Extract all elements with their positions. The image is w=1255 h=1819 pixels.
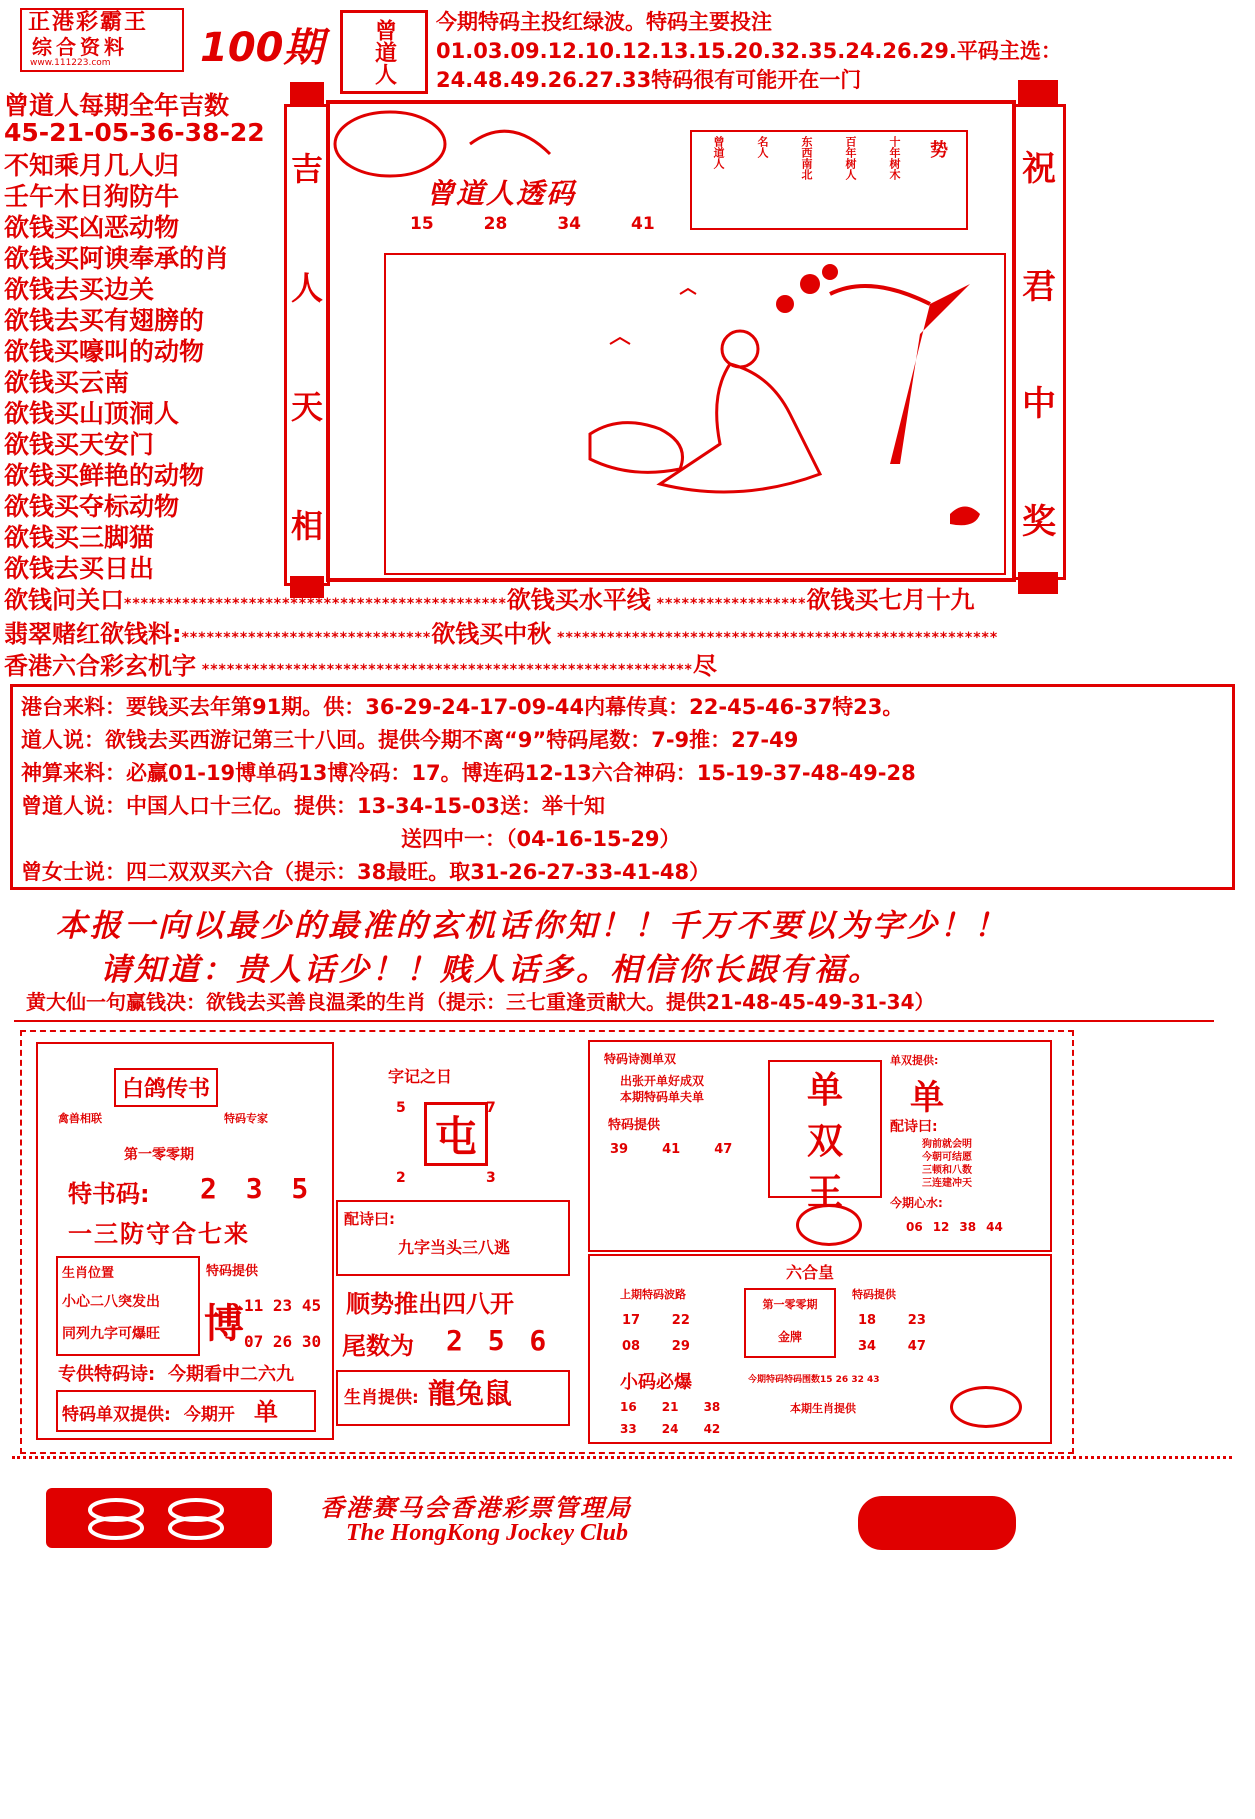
- special-code-nums: 2 3 5: [200, 1172, 315, 1205]
- poem-col: 百年树人: [844, 136, 857, 180]
- rt-heart-label: 今期心水:: [890, 1196, 943, 1210]
- painting-caption: 曾道人透码: [426, 177, 577, 210]
- rt-heart-num: 38: [959, 1220, 977, 1234]
- footer-logo-left: [46, 1488, 272, 1548]
- star-line-label: 翡翠赌红欲钱料:: [4, 620, 182, 648]
- star-line-a: 欲钱买水平线: [506, 586, 651, 614]
- rt-heart-num: 12: [932, 1220, 950, 1234]
- scroll-left-char: 人: [290, 268, 323, 307]
- tail-nums: 2 5 6: [446, 1324, 551, 1357]
- footer-en: The HongKong Jockey Club: [346, 1520, 629, 1546]
- slogan-1: 本报一向以最少的最准的玄机话你知！！千万不要以为字少！！: [56, 908, 1008, 944]
- double-box: [56, 1390, 316, 1432]
- star-line: 香港六合彩玄机字 ***********************************************************尽: [4, 652, 717, 680]
- info-line: 港台来料：要钱买去年第91期。供：36-29-24-17-09-44内幕传真：22-45-46-37特23。: [21, 695, 904, 719]
- rb-special-nums: [858, 1308, 958, 1360]
- give-nums: [244, 1288, 330, 1360]
- issue-number: 100期: [200, 25, 324, 71]
- riddle-line: 欲钱买山顶洞人: [4, 399, 180, 428]
- painting-frame: [326, 100, 1016, 582]
- special-code-label: 特书码:: [68, 1180, 150, 1208]
- footer-logo-right: [858, 1496, 1016, 1550]
- rt-heart-num: 44: [986, 1220, 1003, 1234]
- star-line-a: 欲钱买中秋: [431, 620, 552, 648]
- rt-poem: [922, 1138, 972, 1190]
- rb-emblem: [950, 1386, 1022, 1428]
- rb-center-word: 金牌: [777, 1330, 802, 1344]
- poem-label: 专供特码诗:: [58, 1364, 156, 1385]
- rt-poem-line: 三顿和八数: [922, 1165, 972, 1176]
- rt-big-char: 单: [806, 1070, 843, 1111]
- scroll-rod-right-bottom: [1018, 572, 1058, 594]
- riddle-line: 欲钱买凶恶动物: [4, 213, 180, 242]
- rt-num: 39: [610, 1142, 629, 1157]
- rt-big-box: [768, 1060, 882, 1213]
- rt-poem-line: 今朝可结愿: [922, 1152, 972, 1163]
- rt-heart-nums: [906, 1220, 1003, 1234]
- scroll-left-char: 吉: [290, 149, 323, 188]
- riddle-line: 欲钱买嚎叫的动物: [4, 337, 205, 366]
- rb-special-num: 23: [907, 1313, 926, 1328]
- poem-col: 名人: [756, 136, 769, 158]
- rt-special-label: 特码提供: [608, 1118, 661, 1133]
- mid-num: 2: [396, 1170, 406, 1186]
- mid-char-box: [424, 1102, 488, 1166]
- double-val: 今期开: [183, 1405, 235, 1425]
- bo-char: 博: [204, 1301, 244, 1347]
- mid-zodiac-label: 生肖提供:: [344, 1388, 419, 1408]
- riddle-line: 欲钱去买有翅膀的: [4, 306, 205, 335]
- logo-line1: 正港彩霸王: [28, 10, 149, 35]
- lucky-title: 曾道人每期全年吉数: [4, 91, 230, 120]
- rb-must-line: 今期特码特码围数15 26 32 43: [748, 1375, 880, 1385]
- zodiac-label: 生肖位置: [62, 1266, 115, 1281]
- mid-zodiac-box: [336, 1370, 570, 1426]
- rb-last-num: 29: [671, 1339, 690, 1354]
- mid-push: 顺势推出四八开: [346, 1290, 514, 1318]
- rb-small-num: 16: [620, 1400, 637, 1414]
- zodiac-line: 同列九字可爆旺: [62, 1326, 160, 1342]
- tail-label: 尾数为: [342, 1332, 414, 1360]
- poem-box: [690, 130, 968, 230]
- scroll-left-char: 天: [290, 387, 323, 426]
- mid-poem-label: 配诗曰:: [344, 1210, 395, 1228]
- panel-left: [36, 1042, 334, 1440]
- scroll-rod-left-top: [290, 82, 324, 106]
- ribbon-bottom: [12, 1456, 1232, 1465]
- rb-special-num: 47: [907, 1339, 926, 1354]
- rt-big-char: 王: [806, 1172, 843, 1213]
- panel-right-top: [588, 1040, 1052, 1252]
- poem-col: 十年树木: [888, 136, 901, 180]
- riddle-line: 欲钱买鲜艳的动物: [4, 461, 205, 490]
- rt-heart-num: 06: [906, 1220, 923, 1234]
- riddle-list: [4, 150, 229, 584]
- seal-text: 曾道人: [371, 19, 397, 85]
- rb-last-num: 08: [622, 1339, 641, 1354]
- star-line-label: 香港六合彩玄机字: [4, 652, 196, 680]
- mid-poem-box: [336, 1200, 570, 1276]
- wong-tai-sin-text: 黄大仙一句赢钱决：欲钱去买善良温柔的生肖（提示：三七重逢贡献大。提供21-48-45-49-31-34）: [26, 990, 935, 1014]
- rt-line: 出张开单好成双: [620, 1074, 705, 1088]
- seal: [340, 10, 428, 94]
- info-line: 道人说：欲钱去买西游记第三十八回。提供今期不离“9”特码尾数：7-9推：27-49: [21, 728, 799, 752]
- poem-text: 今期看中二六九: [168, 1364, 294, 1385]
- zodiac-line: 小心二八突发出: [62, 1294, 160, 1310]
- rt-hint-label: 单双提供:: [890, 1054, 939, 1067]
- guard-line: 一三防守合七来: [68, 1220, 250, 1248]
- info-box: [10, 684, 1235, 890]
- scroll-left-char: 相: [290, 506, 323, 545]
- double-label: 特码单双提供:: [62, 1405, 171, 1425]
- riddle-line: 欲钱买三脚猫: [4, 523, 155, 552]
- rt-num: 41: [662, 1142, 681, 1157]
- painting-numbers: [410, 214, 655, 234]
- rt-poem-line: 狗前就会明: [922, 1139, 972, 1150]
- zodiac-box: [56, 1256, 200, 1356]
- rb-small-num: 33: [620, 1422, 637, 1436]
- riddle-line: 欲钱买阿谀奉承的肖: [4, 244, 230, 273]
- rt-flower: [796, 1204, 862, 1246]
- rb-special-label: 特码提供: [852, 1288, 896, 1301]
- panel-left-sub2: 特码专家: [224, 1112, 268, 1125]
- mid-num: 5: [396, 1100, 406, 1116]
- painting-number: 28: [483, 214, 508, 234]
- scroll-right-char: 中: [1022, 384, 1056, 425]
- give-num: 26: [272, 1332, 293, 1351]
- rt-line: 本期特码单夫单: [620, 1090, 705, 1104]
- give-num: 07: [244, 1332, 264, 1351]
- painting-number: 41: [631, 214, 655, 234]
- rt-num: 47: [714, 1142, 733, 1157]
- scroll-left: [284, 104, 330, 586]
- scroll-right-char: 君: [1022, 266, 1056, 307]
- rb-small-num: 24: [661, 1422, 679, 1436]
- rb-last-nums: [622, 1308, 722, 1360]
- riddle-line: 欲钱买云南: [4, 368, 130, 397]
- star-line-a: 尽: [692, 652, 717, 680]
- footer-logo-left-art: [46, 1488, 272, 1548]
- give-num: 23: [272, 1296, 293, 1315]
- rb-last-num: 22: [671, 1313, 690, 1328]
- header-intro: 今期特码主投红绿波。特码主要投注01.03.09.12.10.12.13.15.20.32.35.24.26.29.平码主选：24.48.49.26.27.33特码很有可能开在一门: [436, 10, 1062, 92]
- rb-last-num: 17: [622, 1313, 641, 1328]
- poem-tag: 势: [930, 140, 948, 161]
- footer-cn: 香港赛马会香港彩票管理局: [320, 1494, 632, 1522]
- riddle-line: 欲钱买夺标动物: [4, 492, 180, 521]
- info-line: 送四中一：（04-16-15-29）: [401, 827, 681, 851]
- rt-poem-line: 三连建冲天: [922, 1178, 972, 1189]
- scroll-right-char: 奖: [1022, 501, 1056, 542]
- special-give-label: 特码提供: [206, 1264, 259, 1279]
- riddle-line: 壬午木日狗防牛: [4, 182, 180, 211]
- rb-small-num: 42: [703, 1422, 721, 1436]
- rb-center-tag: 第一零零期: [762, 1298, 818, 1311]
- panel-mid-title: 字记之日: [388, 1067, 453, 1086]
- rt-big-char: 双: [806, 1121, 843, 1162]
- star-line-label: 欲钱问关口: [4, 586, 124, 614]
- give-num: 30: [301, 1332, 322, 1351]
- riddle-line: 欲钱去买边关: [4, 275, 155, 304]
- panel-right-bottom: [588, 1254, 1052, 1444]
- painting-number: 34: [557, 214, 582, 234]
- painting-number: 15: [410, 214, 434, 234]
- poem-head: 曾道人: [712, 136, 725, 169]
- info-line: 神算来料：必赢01-19博单码13博冷码：17。博连码12-13六合神码：15-19-37-48-49-28: [21, 761, 916, 785]
- star-line-b: 欲钱买七月十九: [806, 586, 975, 614]
- riddle-line: 欲钱买天安门: [4, 430, 155, 459]
- rt-title: 特码诗测单双: [604, 1052, 677, 1066]
- rb-special-num: 18: [858, 1313, 877, 1328]
- wong-tai-sin-line: [14, 986, 1214, 1022]
- panel-left-sub1: 禽兽相联: [58, 1112, 102, 1125]
- slogan-2: 请知道：贵人话少！！贱人话多。相信你长跟有福。: [100, 952, 882, 988]
- panel-left-title: 白鸽传书: [114, 1068, 218, 1107]
- panel-mid: [336, 1044, 572, 1440]
- mid-num: 7: [486, 1100, 496, 1116]
- panel-left-issue: 第一零零期: [124, 1147, 194, 1163]
- mid-zodiac-val: 龍兔鼠: [427, 1377, 512, 1410]
- riddle-line: 不知乘月几人归: [4, 151, 180, 180]
- rt-poem-label: 配诗曰:: [890, 1119, 938, 1135]
- logo-line2: 综合资料: [32, 35, 128, 59]
- rb-small-label: 小码必爆: [620, 1372, 692, 1393]
- rb-special-num: 34: [858, 1339, 877, 1354]
- poem-col: 东西南北: [800, 136, 813, 180]
- scroll-right: [1012, 104, 1066, 580]
- scroll-right-char: 祝: [1022, 149, 1056, 190]
- info-line: 曾女士说：四二双双买六合（提示：38最旺。取31-26-27-33-41-48）: [21, 860, 711, 884]
- star-line: 欲钱问关口**********************************************欲钱买水平线 ******************欲钱买七月十九: [4, 586, 975, 614]
- riddle-line: 欲钱去买日出: [4, 554, 155, 583]
- mid-poem: 九字当头三八逃: [398, 1238, 511, 1257]
- scroll-rod-right-top: [1018, 80, 1058, 104]
- star-line: 翡翠赌红欲钱料:******************************欲钱买中秋 *****************************************************: [4, 620, 999, 648]
- rb-last-label: 上期特码波路: [620, 1288, 686, 1301]
- give-num: 45: [301, 1296, 322, 1315]
- mid-char: 屯: [434, 1112, 477, 1161]
- give-num: 11: [244, 1296, 264, 1315]
- mid-num: 3: [486, 1170, 496, 1186]
- logo-box: [20, 8, 184, 72]
- rt-hint-char: 单: [910, 1078, 944, 1118]
- rt-nums: [610, 1142, 732, 1157]
- logo-url: www.111223.com: [30, 58, 111, 68]
- lucky-numbers: 45-21-05-36-38-22: [4, 118, 265, 147]
- rb-small-num: 38: [703, 1400, 721, 1414]
- rb-zodiac-give: 本期生肖提供: [790, 1402, 856, 1415]
- rb-small-num: 21: [661, 1400, 679, 1414]
- rb-title: 六合皇: [786, 1263, 835, 1282]
- info-line: 曾道人说：中国人口十三亿。提供：13-34-15-03送：举十知: [21, 794, 606, 818]
- rb-small-nums: [620, 1396, 760, 1440]
- double-res: 单: [254, 1398, 278, 1426]
- rb-center: [744, 1288, 836, 1358]
